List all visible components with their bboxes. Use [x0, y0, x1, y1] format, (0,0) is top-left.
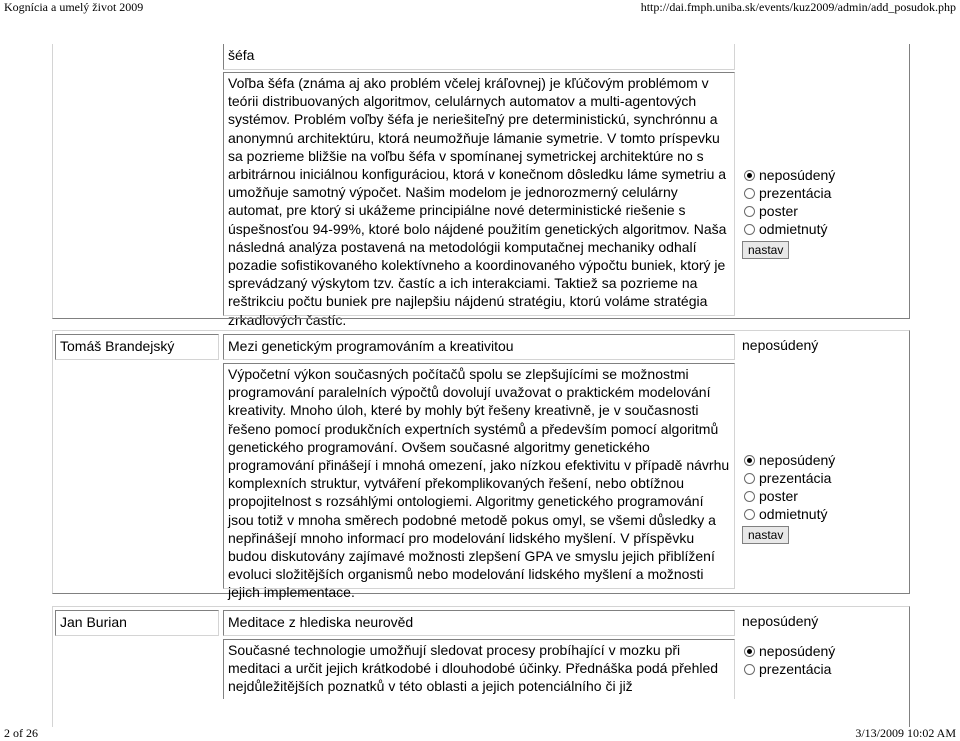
- submission-abstract: Současné technologie umožňují sledovat procesy probíhající v mozku při meditaci a určit jejich krátkodobé i dlouhodobé účinky. Přednáška podá přehled nejdůležitějších poznatků v této oblasti a jejich potenciálního či již: [228, 642, 719, 695]
- status-option-neposudeny[interactable]: neposúdený: [742, 166, 902, 184]
- status-form: [742, 166, 902, 259]
- radio-icon[interactable]: [744, 509, 755, 520]
- print-footer: [4, 726, 956, 740]
- nastav-button[interactable]: nastav: [742, 526, 789, 544]
- radio-icon[interactable]: [744, 491, 755, 502]
- radio-icon[interactable]: [744, 664, 755, 675]
- radio-icon[interactable]: [744, 170, 755, 181]
- abstract-cell: [223, 639, 735, 699]
- author-cell: [55, 334, 219, 360]
- submission-title: Meditace z hlediska neurověd: [228, 614, 414, 630]
- status-option-prezentacia[interactable]: prezentácia: [742, 469, 902, 487]
- author-name: Jan Burian: [60, 614, 127, 630]
- print-timestamp: 3/13/2009 10:02 AM: [855, 726, 956, 740]
- title-cell: [223, 610, 735, 636]
- title-cell: [223, 334, 735, 360]
- author-name: Tomáš Brandejský: [60, 338, 175, 354]
- title-cell: [223, 44, 735, 70]
- radio-icon[interactable]: [744, 224, 755, 235]
- radio-icon[interactable]: [744, 646, 755, 657]
- status-option-neposudeny[interactable]: neposúdený: [742, 642, 902, 660]
- status-option-odmietnuty[interactable]: odmietnutý: [742, 220, 902, 238]
- submission-title: Mezi genetickým programováním a kreativitou: [228, 338, 514, 354]
- print-header-url: http://dai.fmph.uniba.sk/events/kuz2009/admin/add_posudok.php: [640, 0, 956, 14]
- status-option-poster[interactable]: poster: [742, 487, 902, 505]
- status-option-odmietnuty[interactable]: odmietnutý: [742, 505, 902, 523]
- radio-icon[interactable]: [744, 206, 755, 217]
- status-cell: [738, 334, 904, 360]
- author-cell: [55, 610, 219, 636]
- radio-icon[interactable]: [744, 188, 755, 199]
- radio-icon[interactable]: [744, 473, 755, 484]
- status-cell: [738, 610, 904, 636]
- abstract-cell: [223, 363, 735, 601]
- status-option-prezentacia[interactable]: prezentácia: [742, 184, 902, 202]
- submission-abstract: Voľba šéfa (známa aj ako problém včelej kráľovnej) je kľúčovým problémom v teórii distribuovaných algoritmov, celulárnych automatov a multi-agentových systémov. Problém voľby šéfa je neriešiteľný pre deterministickú, synchrónnu a anonymnú architektúru, ktorá neumožňuje lámanie symetrie. V tomto príspevku sa pozrieme bližšie na voľbu šéfa v spomínanej symetrickej architektúre no s arbitrárnou iniciálnou konfiguráciou, ktorá v konečnom dôsledku láme symetriu a umožňuje samotný výpočet. Našim modelom je jednorozmerný celulárny automat, pre ktorý si ukážeme principiálne nové deterministické riešenie s úspešnosťou 94-99%, ktoré bolo nájdené použitím genetických algoritmov. Naša následná analýza postavená na metodológii komputačnej mechaniky odhalí pozadie sofistikovaného kolektívneho a koordinovaného výpočtu buniek, ktorý je sprevádzaný výskytom tzv. častíc a ich interakciami. Taktiež sa pozrieme na reštrikciu počtu buniek pre najlepšiu nájdenú stratégiu, ktorú voláme stratégia zrkadlových častíc.: [228, 75, 727, 328]
- status-text: neposúdený: [742, 613, 819, 629]
- print-header: [4, 0, 956, 14]
- status-form: [742, 451, 902, 544]
- status-option-poster[interactable]: poster: [742, 202, 902, 220]
- radio-icon[interactable]: [744, 455, 755, 466]
- nastav-button[interactable]: nastav: [742, 241, 789, 259]
- status-text: neposúdený: [742, 337, 819, 353]
- page-counter: 2 of 26: [4, 726, 38, 740]
- status-option-neposudeny[interactable]: neposúdený: [742, 451, 902, 469]
- submission-abstract: Výpočetní výkon současných počítačů spolu se zlepšujícími se možnostmi programování paralelních výpočtů dovolují uvažovat o praktickém modelování kreativity. Mnoho úloh, které by mohly být řešeny kreativně, je v současnosti řešeno pomocí produkčních expertních systémů a především pomocí algoritmů genetického programování. Ovšem současné algoritmy genetického programování přinášejí i mnohá omezení, jako nízkou efektivitu v případě návrhu komplexních struktur, vytváření překomplikovaných řešení, nebo obtížnou propojitelnost s rozsáhlými ontologiemi. Algoritmy genetického programování jsou totiž v mnoha směrech podobné metodě pokus omyl, se všemi důsledky a nepřinášejí mnoho informací pro modelování lidského myšlení. V příspěvku budou diskutovány zajímavé možnosti zlepšení GPA ve smyslu jejich přiblížení evoluci složitějších organismů nebo modelování lidského myšlení a možnosti jejich implementace.: [228, 366, 730, 601]
- submission-title: šéfa: [228, 47, 255, 63]
- print-header-title: Kognícia a umelý život 2009: [4, 0, 144, 14]
- status-option-prezentacia[interactable]: prezentácia: [742, 660, 902, 678]
- abstract-cell: [223, 72, 735, 328]
- status-form: [742, 642, 902, 678]
